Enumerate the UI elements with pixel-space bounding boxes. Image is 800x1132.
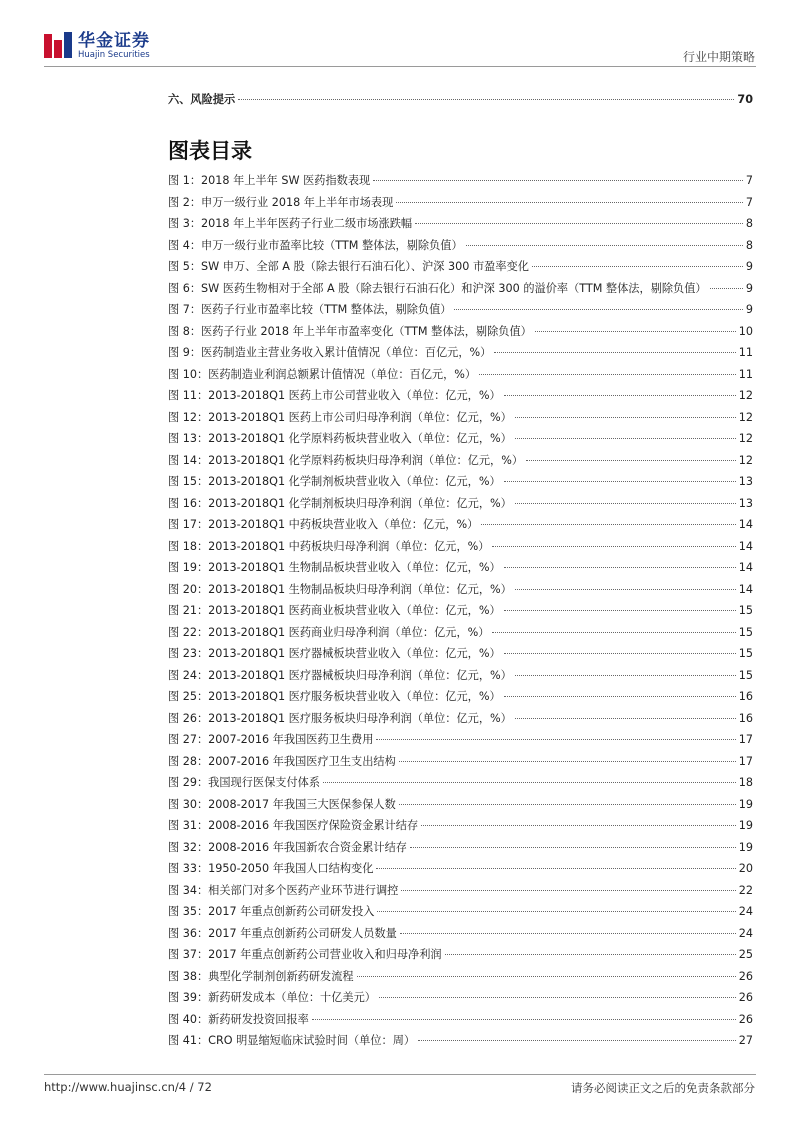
figure-entry-page: 9	[745, 281, 753, 295]
figure-entry-label: 图 9：医药制造业主营业务收入累计值情况（单位：百亿元，%）	[168, 346, 492, 359]
figure-entry[interactable]	[168, 559, 753, 581]
toc-leader-dots	[418, 1040, 736, 1041]
logo-chinese-name: 华金证券	[78, 31, 150, 51]
figure-entry[interactable]	[168, 1032, 753, 1054]
toc-entry-label: 六、风险提示	[168, 93, 236, 106]
figure-entry-page: 26	[738, 1012, 753, 1026]
figure-entry[interactable]	[168, 645, 753, 667]
toc-leader-dots	[466, 245, 743, 246]
figure-entry-label: 图 29：我国现行医保支付体系	[168, 776, 321, 789]
toc-leader-dots	[479, 374, 736, 375]
figure-entry-page: 14	[738, 539, 753, 553]
figure-entry-page: 16	[738, 690, 753, 703]
figure-entry-page: 25	[738, 948, 753, 961]
figure-entry-page: 15	[738, 625, 753, 639]
toc-leader-dots	[515, 718, 736, 719]
toc-leader-dots	[535, 331, 736, 332]
toc-leader-dots	[515, 503, 736, 504]
figure-entry-page: 7	[745, 195, 753, 209]
figure-entry-label: 图 26：2013-2018Q1 医疗服务板块归母净利润（单位：亿元，%）	[168, 711, 512, 725]
figure-entry-label: 图 16：2013-2018Q1 化学制剂板块归母净利润（单位：亿元，%）	[168, 496, 512, 510]
page-header	[0, 0, 800, 70]
toc-leader-dots	[379, 997, 736, 998]
figure-entry-page: 24	[738, 905, 753, 918]
figure-entry[interactable]	[168, 323, 753, 345]
figure-entry[interactable]	[168, 710, 753, 732]
figure-entry[interactable]	[168, 839, 753, 861]
figure-entry[interactable]	[168, 946, 753, 968]
figure-entry-page: 26	[738, 969, 753, 983]
footer-url-page[interactable]: http://www.huajinsc.cn/4 / 72	[44, 1080, 212, 1094]
figure-entry-label: 图 41：CRO 明显缩短临床试验时间（单位：周）	[168, 1034, 416, 1047]
toc-leader-dots	[515, 417, 736, 418]
figure-entry-page: 11	[738, 367, 753, 381]
figure-list	[168, 172, 753, 1054]
figure-entry-label: 图 21：2013-2018Q1 医药商业板块营业收入（单位：亿元，%）	[168, 604, 501, 617]
toc-leader-dots	[504, 481, 736, 482]
figure-entry-label: 图 22：2013-2018Q1 医药商业归母净利润（单位：亿元，%）	[168, 625, 490, 639]
figure-entry-label: 图 7：医药子行业市盈率比较（TTM 整体法，剔除负值）	[168, 303, 452, 316]
figure-entry[interactable]	[168, 817, 753, 839]
figure-entry-page: 18	[738, 776, 753, 789]
toc-leader-dots	[526, 460, 736, 461]
figure-entry[interactable]	[168, 172, 753, 194]
figure-entry[interactable]	[168, 215, 753, 237]
toc-leader-dots	[492, 546, 735, 547]
figure-entry-page: 8	[745, 238, 753, 252]
figure-entry-label: 图 17：2013-2018Q1 中药板块营业收入（单位：亿元，%）	[168, 518, 479, 531]
figure-entry-label: 图 40：新药研发投资回报率	[168, 1012, 309, 1026]
toc-leader-dots	[492, 632, 735, 633]
figure-entry-page: 22	[738, 883, 753, 897]
toc-leader-dots	[454, 309, 742, 310]
figure-entry-label: 图 20：2013-2018Q1 生物制品板块归母净利润（单位：亿元，%）	[168, 582, 512, 596]
toc-leader-dots	[515, 675, 736, 676]
figure-entry[interactable]	[168, 602, 753, 624]
figure-entry-label: 图 39：新药研发成本（单位：十亿美元）	[168, 991, 376, 1004]
figure-entry-page: 12	[738, 410, 753, 424]
figure-entry[interactable]	[168, 882, 753, 904]
toc-leader-dots	[312, 1019, 736, 1020]
section-title: 图表目录	[168, 139, 252, 163]
figure-entry-label: 图 25：2013-2018Q1 医疗服务板块营业收入（单位：亿元，%）	[168, 690, 501, 703]
figure-entry-label: 图 37：2017 年重点创新药公司营业收入和归母净利润	[168, 948, 442, 961]
figure-entry-page: 26	[738, 991, 753, 1004]
logo-mark-icon	[44, 32, 72, 60]
toc-leader-dots	[399, 761, 736, 762]
figure-entry-page: 8	[745, 217, 753, 230]
figure-entry-page: 15	[738, 668, 753, 682]
figure-entry[interactable]	[168, 796, 753, 818]
figure-entry-page: 20	[738, 862, 753, 875]
figure-entry[interactable]	[168, 925, 753, 947]
figure-entry-label: 图 33：1950-2050 年我国人口结构变化	[168, 862, 374, 875]
figure-entry[interactable]	[168, 473, 753, 495]
company-logo	[44, 32, 150, 60]
figure-entry[interactable]	[168, 258, 753, 280]
figure-entry-label: 图 27：2007-2016 年我国医药卫生费用	[168, 733, 374, 746]
toc-leader-dots	[515, 438, 736, 439]
figure-entry[interactable]	[168, 753, 753, 775]
toc-leader-dots	[376, 868, 735, 869]
figure-entry-page: 24	[738, 926, 753, 940]
figure-entry[interactable]	[168, 731, 753, 753]
figure-entry-label: 图 12：2013-2018Q1 医药上市公司归母净利润（单位：亿元，%）	[168, 410, 512, 424]
figure-entry-page: 19	[738, 840, 753, 854]
toc-leader-dots	[410, 847, 736, 848]
toc-leader-dots	[357, 976, 736, 977]
figure-entry-label: 图 19：2013-2018Q1 生物制品板块营业收入（单位：亿元，%）	[168, 561, 501, 574]
footer-divider	[44, 1074, 756, 1075]
figure-entry-label: 图 35：2017 年重点创新药公司研发投入	[168, 905, 375, 918]
toc-leader-dots	[373, 180, 743, 181]
figure-entry-page: 14	[738, 582, 753, 596]
figure-entry-page: 16	[738, 711, 753, 725]
figure-entry[interactable]	[168, 989, 753, 1011]
figure-entry[interactable]	[168, 194, 753, 216]
figure-entry[interactable]	[168, 344, 753, 366]
figure-entry[interactable]	[168, 903, 753, 925]
figure-entry[interactable]	[168, 624, 753, 646]
figure-entry-page: 27	[738, 1034, 753, 1047]
figure-entry-label: 图 2：申万一级行业 2018 年上半年市场表现	[168, 195, 394, 209]
figure-entry-page: 19	[738, 819, 753, 832]
toc-leader-dots	[494, 352, 735, 353]
header-divider	[44, 66, 756, 67]
figure-entry-label: 图 24：2013-2018Q1 医疗器械板块归母净利润（单位：亿元，%）	[168, 668, 512, 682]
figure-entry[interactable]	[168, 774, 753, 796]
figure-entry-page: 9	[745, 260, 753, 273]
figure-entry[interactable]	[168, 516, 753, 538]
figure-entry-page: 17	[738, 733, 753, 746]
figure-entry-page: 17	[738, 754, 753, 768]
figure-entry-page: 15	[738, 604, 753, 617]
figure-entry-page: 13	[738, 496, 753, 510]
toc-leader-dots	[415, 223, 743, 224]
report-category: 行业中期策略	[682, 50, 755, 64]
figure-entry-label: 图 3：2018 年上半年医药子行业二级市场涨跌幅	[168, 217, 413, 230]
toc-leader-dots	[504, 567, 736, 568]
toc-leader-dots	[323, 782, 736, 783]
figure-entry-label: 图 13：2013-2018Q1 化学原料药板块营业收入（单位：亿元，%）	[168, 432, 512, 445]
figure-entry-label: 图 18：2013-2018Q1 中药板块归母净利润（单位：亿元，%）	[168, 539, 490, 553]
toc-leader-dots	[421, 825, 736, 826]
figure-entry-page: 14	[738, 561, 753, 574]
figure-entry-label: 图 28：2007-2016 年我国医疗卫生支出结构	[168, 754, 396, 768]
figure-entry[interactable]	[168, 495, 753, 517]
figure-entry-label: 图 38：典型化学制剂创新药研发流程	[168, 969, 354, 983]
figure-entry-label: 图 30：2008-2017 年我国三大医保参保人数	[168, 797, 396, 811]
figure-entry[interactable]	[168, 409, 753, 431]
toc-leader-dots	[396, 202, 743, 203]
figure-entry-page: 7	[745, 174, 753, 187]
figure-entry-page: 10	[738, 324, 753, 338]
figure-entry[interactable]	[168, 280, 753, 302]
figure-entry-label: 图 4：申万一级行业市盈率比较（TTM 整体法，剔除负值）	[168, 238, 463, 252]
figure-entry-label: 图 34：相关部门对多个医药产业环节进行调控	[168, 883, 399, 897]
figure-entry-label: 图 15：2013-2018Q1 化学制剂板块营业收入（单位：亿元，%）	[168, 475, 501, 488]
figure-entry[interactable]	[168, 667, 753, 689]
figure-entry[interactable]	[168, 860, 753, 882]
figure-entry-label: 图 5：SW 申万、全部 A 股（除去银行石油石化）、沪深 300 市盈率变化	[168, 260, 529, 273]
figure-entry[interactable]	[168, 366, 753, 388]
figure-entry[interactable]	[168, 301, 753, 323]
figure-entry-page: 12	[738, 432, 753, 445]
toc-leader-dots	[504, 696, 736, 697]
toc-leader-dots	[532, 266, 743, 267]
figure-entry-label: 图 11：2013-2018Q1 医药上市公司营业收入（单位：亿元，%）	[168, 389, 501, 402]
figure-entry-label: 图 23：2013-2018Q1 医疗器械板块营业收入（单位：亿元，%）	[168, 647, 501, 660]
figure-entry[interactable]	[168, 387, 753, 409]
toc-leader-dots	[445, 954, 736, 955]
figure-entry[interactable]	[168, 1011, 753, 1033]
toc-leader-dots	[481, 524, 735, 525]
toc-leader-dots	[238, 99, 734, 100]
figure-entry-page: 15	[738, 647, 753, 660]
figure-entry[interactable]	[168, 581, 753, 603]
toc-leader-dots	[399, 804, 736, 805]
toc-leader-dots	[401, 890, 735, 891]
figure-entry-label: 图 6：SW 医药生物相对于全部 A 股（除去银行石油石化）和沪深 300 的溢价率（TTM 整体法，剔除负值）	[168, 281, 707, 295]
figure-entry-label: 图 8：医药子行业 2018 年上半年市盈率变化（TTM 整体法，剔除负值）	[168, 324, 532, 338]
figure-entry[interactable]	[168, 430, 753, 452]
figure-entry-page: 13	[738, 475, 753, 488]
toc-leader-dots	[504, 610, 736, 611]
figure-entry-page: 19	[738, 797, 753, 811]
figure-entry-page: 11	[738, 346, 753, 359]
figure-entry[interactable]	[168, 452, 753, 474]
figure-entry-label: 图 1：2018 年上半年 SW 医药指数表现	[168, 174, 371, 187]
toc-leader-dots	[376, 739, 735, 740]
figure-entry[interactable]	[168, 968, 753, 990]
figure-entry-label: 图 32：2008-2016 年我国新农合资金累计结存	[168, 840, 407, 854]
figure-entry-page: 9	[745, 303, 753, 316]
toc-top-entry[interactable]	[168, 91, 753, 113]
toc-leader-dots	[504, 653, 736, 654]
toc-leader-dots	[400, 933, 736, 934]
figure-entry[interactable]	[168, 538, 753, 560]
toc-leader-dots	[710, 288, 743, 289]
figure-entry-page: 14	[738, 518, 753, 531]
figure-entry-label: 图 36：2017 年重点创新药公司研发人员数量	[168, 926, 397, 940]
toc-leader-dots	[377, 911, 735, 912]
figure-entry-page: 12	[738, 453, 753, 467]
figure-entry-label: 图 31：2008-2016 年我国医疗保险资金累计结存	[168, 819, 419, 832]
figure-entry[interactable]	[168, 237, 753, 259]
toc-leader-dots	[504, 395, 736, 396]
figure-entry[interactable]	[168, 688, 753, 710]
toc-leader-dots	[515, 589, 736, 590]
logo-english-name: Huajin Securities	[78, 50, 150, 60]
figure-entry-label: 图 10：医药制造业利润总额累计值情况（单位：百亿元，%）	[168, 367, 477, 381]
figure-entry-page: 12	[738, 389, 753, 402]
toc-entry-page: 70	[737, 93, 753, 106]
footer-disclaimer: 请务必阅读正文之后的免责条款部分	[571, 1081, 755, 1095]
figure-entry-label: 图 14：2013-2018Q1 化学原料药板块归母净利润（单位：亿元，%）	[168, 453, 524, 467]
